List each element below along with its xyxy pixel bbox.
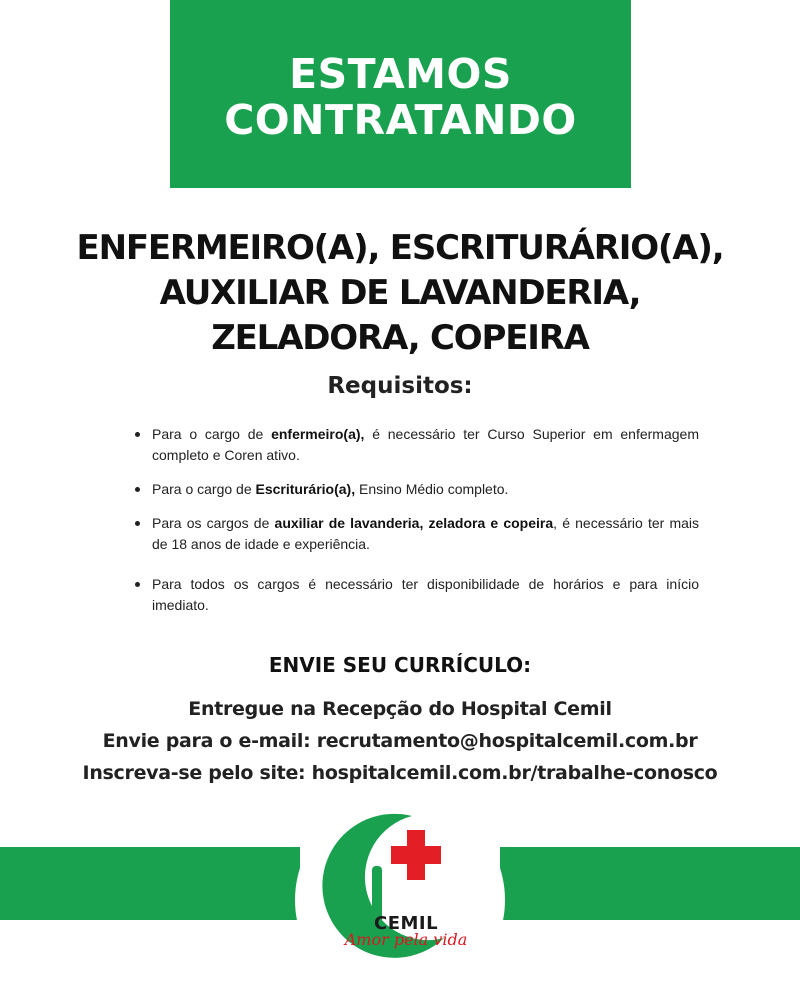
banner-line-2: CONTRATANDO: [224, 96, 577, 144]
requirements-heading: Requisitos:: [327, 373, 473, 399]
requirement-item: Para todos os cargos é necessário ter disponibilidade de horários e para início imediato.: [133, 574, 699, 616]
footer-band-right: [500, 847, 800, 920]
positions-line-1: ENFERMEIRO(A), ESCRITURÁRIO(A),: [76, 228, 724, 268]
requirement-item: Para os cargos de auxiliar de lavanderia, zeladora e copeira, é necessário ter mais de 18 anos de idade e experiência.: [133, 513, 699, 555]
send-resume-heading: ENVIE SEU CURRÍCULO:: [268, 653, 532, 677]
hiring-banner: [170, 0, 631, 188]
logo-wordmark: CEMIL: [374, 913, 439, 934]
contact-email[interactable]: Envie para o e-mail: recrutamento@hospitalcemil.com.br: [102, 730, 698, 752]
requirement-item: Para o cargo de enfermeiro(a), é necessário ter Curso Superior em enfermagem completo e Coren ativo.: [133, 424, 699, 466]
contact-info: [0, 693, 800, 789]
banner-line-1: ESTAMOS: [289, 50, 512, 98]
footer-band-left: [0, 847, 300, 920]
requirements-list: [133, 424, 699, 616]
contact-website[interactable]: Inscreva-se pelo site: hospitalcemil.com.br/trabalhe-conosco: [82, 762, 718, 784]
logo-tagline: Amor pela vida: [344, 930, 468, 949]
positions-line-3: ZELADORA, COPEIRA: [211, 318, 589, 358]
positions-line-2: AUXILIAR DE LAVANDERIA,: [159, 273, 641, 313]
requirement-item: Para o cargo de Escriturário(a), Ensino Médio completo.: [133, 479, 699, 500]
cross-horizontal: [391, 846, 441, 864]
positions-title: [0, 226, 800, 361]
contact-reception: Entregue na Recepção do Hospital Cemil: [188, 698, 612, 720]
